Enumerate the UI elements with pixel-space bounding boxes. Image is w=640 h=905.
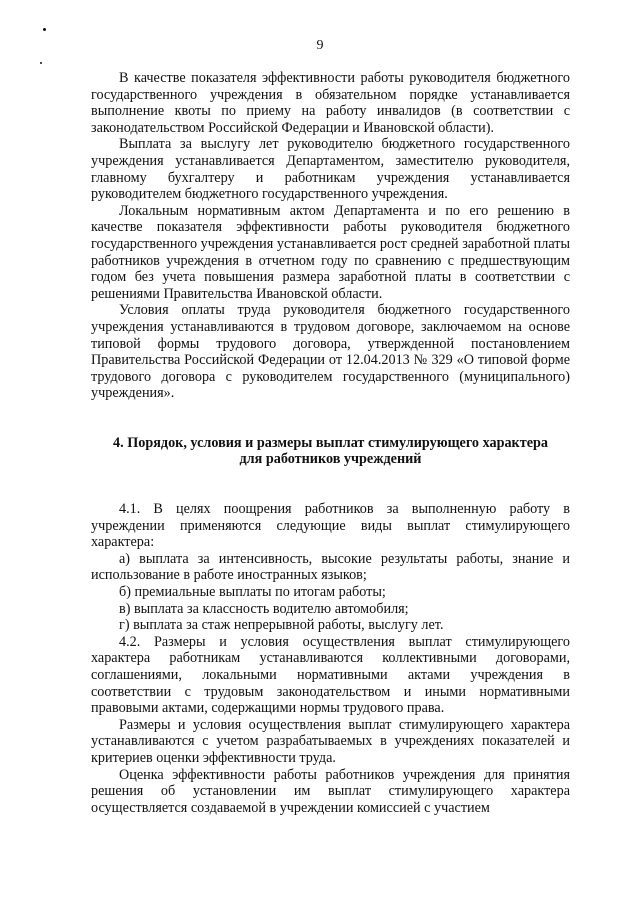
paragraph-4-2: 4.2. Размеры и условия осуществления выплат стимулирующего характера работникам устанавливаются коллективными договорами, соглашениями, локальными нормативными актами учреждения в соответствии с трудовым законодательством и иными нормативными правовыми актами, содержащими нормы трудового права. <box>91 633 570 717</box>
paragraph-salary-growth: Локальным нормативным актом Департамента и по его решению в качестве показателя эффективности работы руководителя бюджетного государственного учреждения устанавливается рост средней заработной платы работников учреждения в отчетном году по сравнению с предшествующим годом без учета повышения размера заработной платы в соответствии с решениями Правительства Ивановской области. <box>91 202 570 302</box>
section-heading-line-1: 4. Порядок, условия и размеры выплат стимулирующего характера <box>113 434 548 451</box>
section-heading <box>91 435 570 468</box>
list-item-b: б) премиальные выплаты по итогам работы; <box>119 584 386 601</box>
scan-speck <box>43 28 46 31</box>
list-item-v: в) выплата за классность водителю автомобиля; <box>119 600 409 617</box>
document-body <box>91 70 570 816</box>
paragraph-efficiency-indicator: В качестве показателя эффективности работы руководителя бюджетного государственного учреждения в обязательном порядке устанавливается выполнение квоты по приему на работу инвалидов (в соответствии с законодательством Российской Федерации и Ивановской области). <box>91 70 570 136</box>
scan-speck <box>40 62 42 64</box>
paragraph-seniority-payment: Выплата за выслугу лет руководителю бюджетного государственного учреждения устанавливается Департаментом, заместителю руководителя, главному бухгалтеру и работникам учреждения устанавливается руководителем бюджетного государственного учреждения. <box>91 136 570 203</box>
paragraph-commission: Оценка эффективности работы работников учреждения для принятия решения об установлении им выплат стимулирующего характера осуществляется создаваемой в учреждении комиссией с участием <box>91 766 570 816</box>
section-heading-line-2: для работников учреждений <box>239 451 422 468</box>
list-item-g: г) выплата за стаж непрерывной работы, выслугу лет. <box>119 617 444 634</box>
page-number: 9 <box>316 38 324 53</box>
paragraph-4-1: 4.1. В целях поощрения работников за выполненную работу в учреждении применяются следующие виды выплат стимулирующего характера: <box>91 501 570 551</box>
paragraph-criteria: Размеры и условия осуществления выплат стимулирующего характера устанавливаются с учетом разрабатываемых в учреждениях показателей и критериев оценки эффективности труда. <box>91 716 570 766</box>
list-item-a: а) выплата за интенсивность, высокие результаты работы, знание и использование в работе иностранных языков; <box>91 550 570 584</box>
paragraph-labor-contract: Условия оплаты труда руководителя бюджетного государственного учреждения устанавливаются в трудовом договоре, заключаемом на основе типовой формы трудового договора, утвержденной постановлением Правительства Российской Федерации от 12.04.2013 № 329 «О типовой форме трудового договора с руководителем государственного (муниципального) учреждения». <box>91 302 570 402</box>
